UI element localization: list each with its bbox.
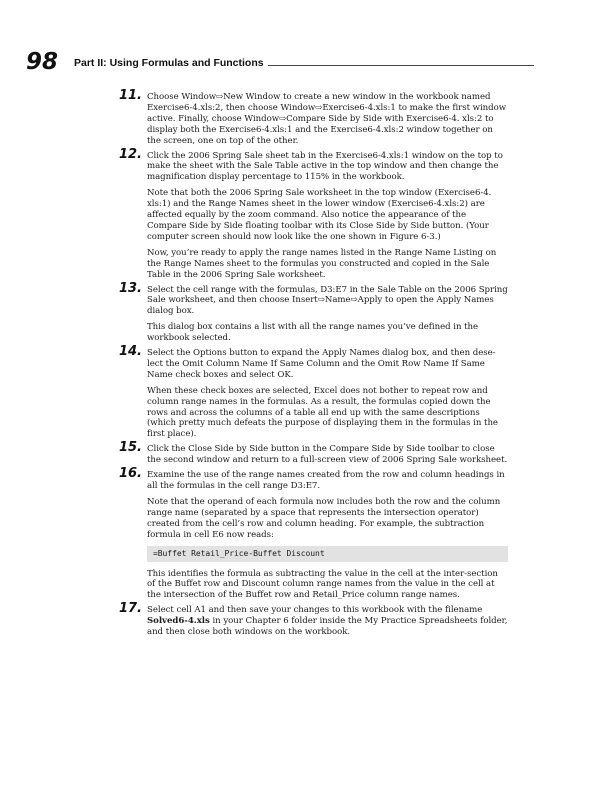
step-note: Now, you’re ready to apply the range names listed in the Range Name Listing on the Range Names sheet to the formulas you constructed and copied in the Sale Table in the 2006 Spring Sale worksheet. (147, 247, 497, 280)
step-paragraph (147, 605, 508, 638)
step-16 (118, 466, 508, 601)
step-paragraph: Choose Window⇨New Window to create a new window in the workbook named Exercise6-4.xls:2, then choose Window⇨Exercise6-4.xls:1 to make the first window active. Finally, choose Window⇨Compare Side by Side with Exercise6-4. xls:2 to display both the Exercise6-4.xls:1 and the Exercise6-4.xls:2 window together on the screen, one on top of the other. (147, 92, 507, 146)
step-paragraph: Click the Close Side by Side button in the Compare Side by Side toolbar to close the second window and return to a full-screen view of 2006 Spring Sale worksheet. (147, 444, 508, 466)
step-note: This identifies the formula as subtracting the value in the cell at the inter-section of the Buffet row and Discount column range names from the value in the cell at the intersection of the Buffet row and Retail_Price column range names. (147, 568, 498, 601)
page-header (26, 50, 534, 76)
step-number: 11. (119, 88, 142, 103)
step-paragraph: Examine the use of the range names created from the row and column headings in all the formulas in the cell range D3:E7. (147, 470, 505, 491)
step-note: Note that both the 2006 Spring Sale worksheet in the top window (Exercise6-4. xls:1) and the Range Names sheet in the lower window (Exercise6-4.xls:2) are affected equally by the zoom command. Also notice the appearance of the Compare Side by Side floating toolbar with its Close Side by Side button. (Your computer screen should now look like the one shown in Figure 6-3.) (147, 188, 492, 242)
step-text: Select cell A1 and then save your changes to this workbook with the filename (147, 605, 483, 616)
step-17 (118, 601, 508, 638)
step-number: 13. (119, 280, 142, 296)
step-note: This dialog box contains a list with all the range names you’ve defined in the workbook selected. (147, 322, 479, 344)
step-13 (118, 280, 508, 345)
step-14 (118, 344, 508, 440)
step-number: 15. (119, 440, 142, 456)
step-number: 17. (119, 601, 142, 617)
filename-bold: Solved6-4.xls (147, 616, 210, 627)
step-number: 12. (119, 146, 142, 162)
page-number: 98 (26, 49, 59, 75)
step-note: Note that the operand of each formula now includes both the row and the column range name (separated by a space that represents the intersection operator) created from the cell’s row and column heading. For example, the subtraction formula in cell E6 now reads: (147, 496, 501, 540)
step-15 (118, 440, 508, 466)
chapter-title: Part II: Using Formulas and Functions (74, 56, 268, 70)
step-paragraph: Click the 2006 Spring Sale sheet tab in the Exercise6-4.xls:1 window on the top to make the sheet with the Sale Table active in the top window and then change the magnification display percentage to 115% in the workbook. (147, 150, 503, 183)
step-paragraph: Select the cell range with the formulas, D3:E7 in the Sale Table on the 2006 Spring Sale worksheet, and then choose Insert⇨Name⇨Apply to open the Apply Names dialog box. (147, 284, 508, 317)
step-number: 14. (119, 344, 142, 360)
page-body (118, 88, 508, 642)
formula-code-block: =Buffet Retail_Price-Buffet Discount (147, 546, 508, 562)
step-paragraph: Select the Options button to expand the Apply Names dialog box, and then dese-lect the Omit Column Name If Same Column and the Omit Row Name If Same Name check boxes and select OK. (147, 348, 496, 380)
step-text: in your Chapter 6 folder inside the My Practice Spreadsheets folder, and then close both windows on the workbook. (147, 616, 508, 638)
step-number: 16. (119, 466, 142, 482)
step-12 (118, 146, 508, 281)
step-note: When these check boxes are selected, Excel does not bother to repeat row and column range names in the formulas. As a result, the formulas copied down the rows and across the columns of a table all end up with the same descriptions (which pretty much defeats the purpose of displaying them in the formulas in the first place). (147, 385, 498, 440)
step-11 (118, 88, 508, 147)
